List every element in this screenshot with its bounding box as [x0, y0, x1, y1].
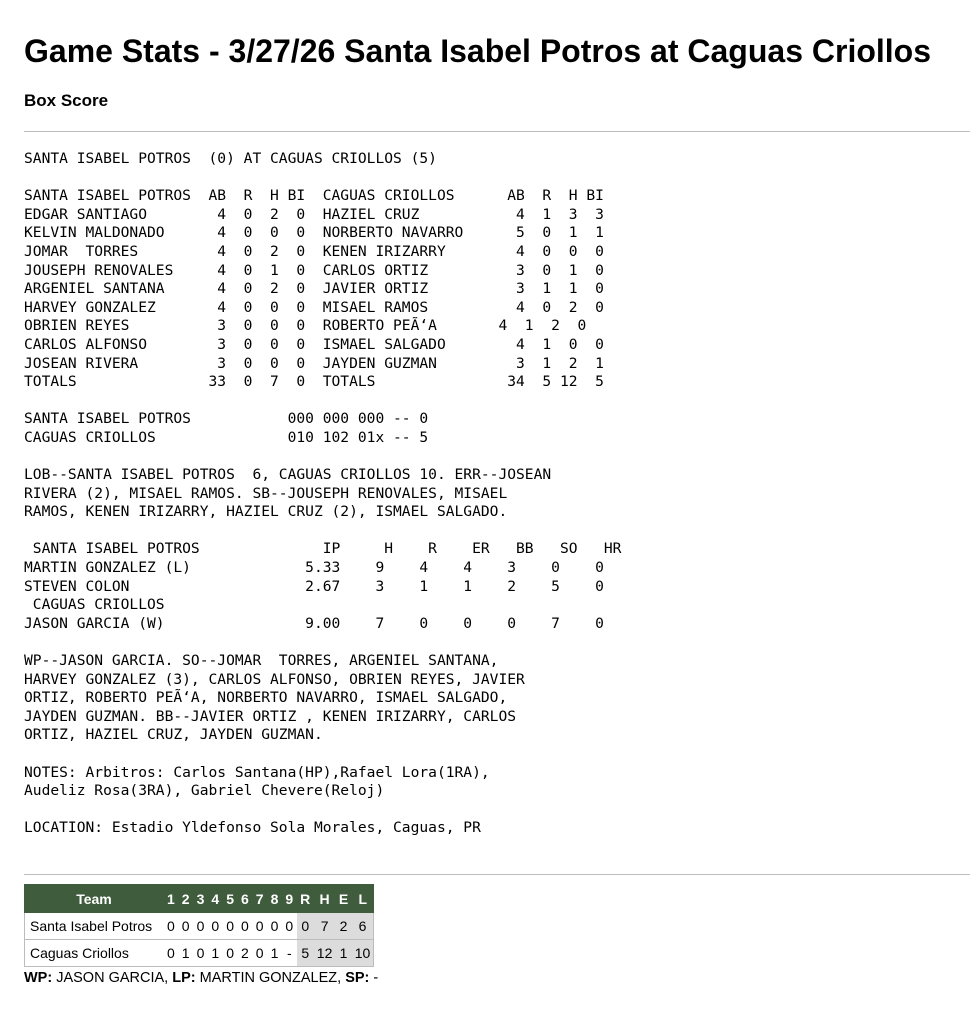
- box-score-line: SANTA ISABEL POTROS IP H R ER BB SO HR: [24, 540, 622, 558]
- header-lob: L: [352, 885, 374, 913]
- inning-cell: 0: [164, 940, 179, 967]
- header-inning-4: 4: [208, 885, 223, 913]
- divider-bottom: [24, 874, 970, 875]
- lob-total: 6: [352, 913, 374, 940]
- box-score-line: HARVEY GONZALEZ 4 0 0 0 MISAEL RAMOS 4 0 2 0: [24, 298, 604, 316]
- box-score-line: CAGUAS CRIOLLOS 010 102 01x -- 5: [24, 428, 429, 446]
- box-score-line: LOCATION: Estadio Yldefonso Sola Morales, Caguas, PR: [24, 819, 481, 837]
- wp-value: JASON GARCIA,: [56, 970, 169, 986]
- header-team: Team: [25, 885, 164, 913]
- box-score-line: TOTALS 33 0 7 0 TOTALS 34 5 12 5: [24, 373, 604, 391]
- inning-cell: -: [282, 940, 297, 967]
- box-score-line: WP--JASON GARCIA. SO--JOMAR TORRES, ARGENIEL SANTANA,: [24, 652, 499, 670]
- box-score-line: Audeliz Rosa(3RA), Gabriel Chevere(Reloj): [24, 782, 385, 800]
- linescore-row-away: [25, 913, 374, 940]
- inning-cell: 1: [178, 940, 193, 967]
- inning-cell: 0: [223, 940, 238, 967]
- lob-total: 10: [352, 940, 374, 967]
- inning-cell: 0: [193, 913, 208, 940]
- inning-cell: 0: [237, 913, 252, 940]
- inning-cell: 0: [193, 940, 208, 967]
- page-title: Game Stats - 3/27/26 Santa Isabel Potros at Caguas Criollos: [24, 33, 931, 69]
- box-score-heading: Box Score: [24, 91, 109, 110]
- linescore-header-row: [25, 885, 374, 913]
- box-score-text: [24, 150, 621, 838]
- header-inning-8: 8: [267, 885, 282, 913]
- box-score-line: ORTIZ, HAZIEL CRUZ, JAYDEN GUZMAN.: [24, 726, 323, 744]
- box-score-line: CAGUAS CRIOLLOS: [24, 596, 165, 614]
- header-inning-7: 7: [252, 885, 267, 913]
- inning-cell: 0: [208, 913, 223, 940]
- sp-value: -: [373, 970, 379, 986]
- box-score-line: JOSEAN RIVERA 3 0 0 0 JAYDEN GUZMAN 3 1 2 1: [24, 354, 604, 372]
- box-score-line: RAMOS, KENEN IRIZARRY, HAZIEL CRUZ (2), ISMAEL SALGADO.: [24, 503, 508, 521]
- sp-label: SP:: [345, 970, 370, 986]
- hits-total: 7: [314, 913, 336, 940]
- runs-total: 5: [297, 940, 314, 967]
- box-score-line: CARLOS ALFONSO 3 0 0 0 ISMAEL SALGADO 4 1 0 0: [24, 335, 604, 353]
- box-score-line: LOB--SANTA ISABEL POTROS 6, CAGUAS CRIOLLOS 10. ERR--JOSEAN: [24, 466, 552, 484]
- header-errors: E: [335, 885, 351, 913]
- box-score-line: SANTA ISABEL POTROS (0) AT CAGUAS CRIOLLOS (5): [24, 150, 437, 167]
- box-score-line: MARTIN GONZALEZ (L) 5.33 9 4 4 3 0 0: [24, 559, 604, 577]
- box-score-line: ARGENIEL SANTANA 4 0 2 0 JAVIER ORTIZ 3 1 1 0: [24, 280, 604, 298]
- box-score-line: SANTA ISABEL POTROS AB R H BI CAGUAS CRIOLLOS AB R H BI: [24, 187, 604, 205]
- team-name: Caguas Criollos: [25, 940, 164, 967]
- box-score-line: JAYDEN GUZMAN. BB--JAVIER ORTIZ , KENEN IRIZARRY, CARLOS: [24, 707, 517, 725]
- header-inning-3: 3: [193, 885, 208, 913]
- header-inning-1: 1: [164, 885, 179, 913]
- header-runs: R: [297, 885, 314, 913]
- linescore-table: [24, 884, 374, 967]
- inning-cell: 1: [267, 940, 282, 967]
- runs-total: 0: [297, 913, 314, 940]
- header-inning-9: 9: [282, 885, 297, 913]
- errors-total: 2: [335, 913, 351, 940]
- linescore-row-home: [25, 940, 374, 967]
- inning-cell: 0: [223, 913, 238, 940]
- box-score-line: ORTIZ, ROBERTO PEÃ‘A, NORBERTO NAVARRO, ISMAEL SALGADO,: [24, 689, 508, 707]
- inning-cell: 0: [178, 913, 193, 940]
- header-inning-2: 2: [178, 885, 193, 913]
- inning-cell: 0: [282, 913, 297, 940]
- inning-cell: 0: [267, 913, 282, 940]
- hits-total: 12: [314, 940, 336, 967]
- box-score-line: KELVIN MALDONADO 4 0 0 0 NORBERTO NAVARRO 5 0 1 1: [24, 224, 604, 242]
- header-inning-5: 5: [223, 885, 238, 913]
- lp-label: LP:: [172, 970, 196, 986]
- inning-cell: 1: [208, 940, 223, 967]
- box-score-line: EDGAR SANTIAGO 4 0 2 0 HAZIEL CRUZ 4 1 3 3: [24, 205, 604, 223]
- header-inning-6: 6: [237, 885, 252, 913]
- box-score-line: JASON GARCIA (W) 9.00 7 0 0 0 7 0: [24, 614, 604, 632]
- team-name: Santa Isabel Potros: [25, 913, 164, 940]
- divider-top: [24, 131, 970, 132]
- box-score-line: JOMAR TORRES 4 0 2 0 KENEN IRIZARRY 4 0 0 0: [24, 242, 604, 260]
- pitcher-decisions: [24, 970, 378, 986]
- box-score-line: OBRIEN REYES 3 0 0 0 ROBERTO PEÃ‘A 4 1 2 0: [24, 317, 587, 335]
- box-score-line: NOTES: Arbitros: Carlos Santana(HP),Rafael Lora(1RA),: [24, 763, 490, 781]
- box-score-line: STEVEN COLON 2.67 3 1 1 2 5 0: [24, 577, 604, 595]
- box-score-line: SANTA ISABEL POTROS 000 000 000 -- 0: [24, 410, 429, 428]
- header-hits: H: [314, 885, 336, 913]
- errors-total: 1: [335, 940, 351, 967]
- wp-label: WP:: [24, 970, 53, 986]
- inning-cell: 0: [164, 913, 179, 940]
- inning-cell: 2: [237, 940, 252, 967]
- box-score-line: JOUSEPH RENOVALES 4 0 1 0 CARLOS ORTIZ 3 0 1 0: [24, 261, 604, 279]
- lp-value: MARTIN GONZALEZ,: [199, 970, 342, 986]
- inning-cell: 0: [252, 913, 267, 940]
- inning-cell: 0: [252, 940, 267, 967]
- box-score-line: RIVERA (2), MISAEL RAMOS. SB--JOUSEPH RENOVALES, MISAEL: [24, 484, 508, 502]
- box-score-line: HARVEY GONZALEZ (3), CARLOS ALFONSO, OBRIEN REYES, JAVIER: [24, 670, 525, 688]
